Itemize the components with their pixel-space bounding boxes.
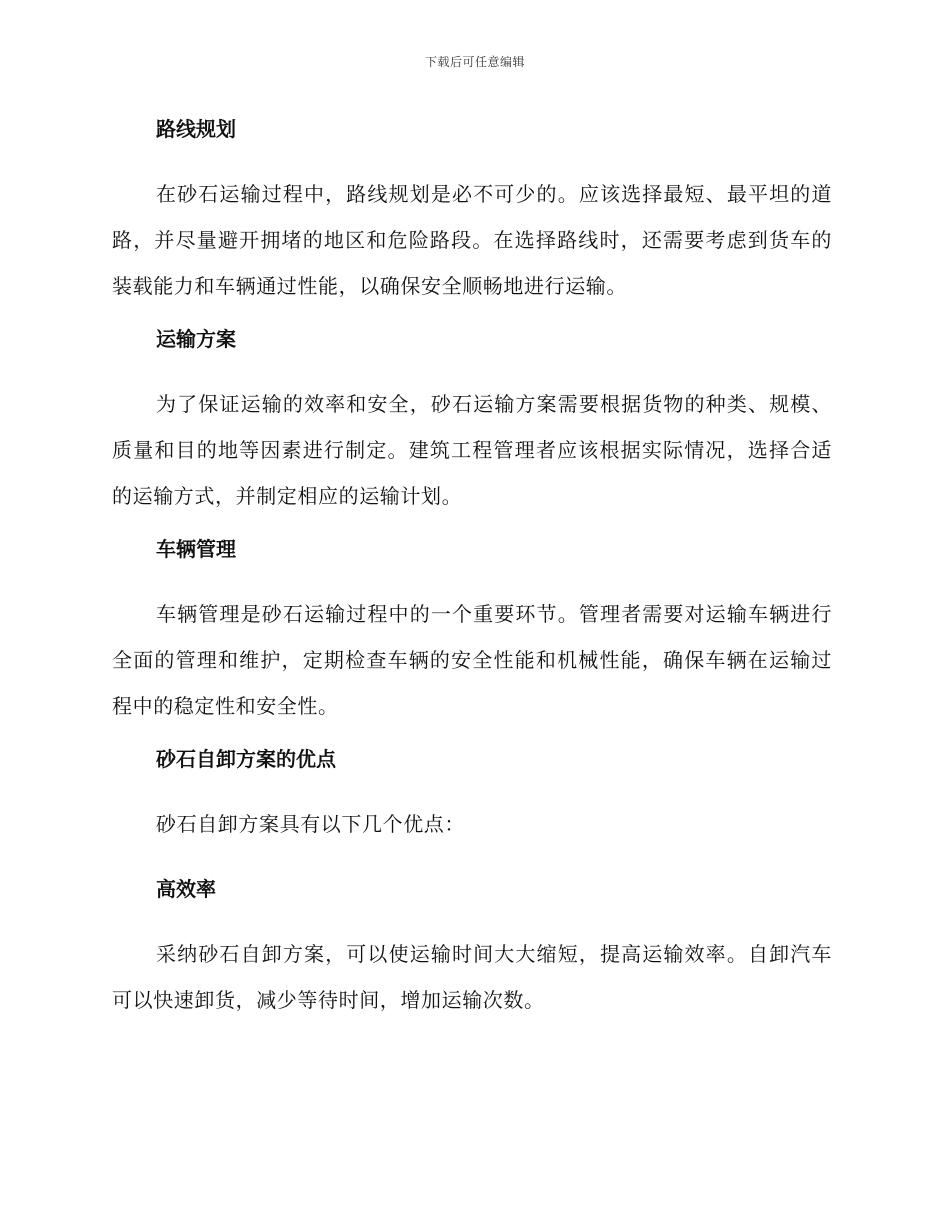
section-paragraph-self-unloading-advantages: 砂石自卸方案具有以下几个优点： (156, 812, 465, 836)
section-heading-vehicle-management: 车辆管理 (156, 537, 236, 561)
document-body (112, 113, 832, 1037)
section-paragraph-vehicle-management: 车辆管理是砂石运输过程中的一个重要环节。管理者需要对运输车辆进行全面的管理和维护，定期检查车辆的安全性能和机械性能，确保车辆在运输过程中的稳定性和安全性。 (112, 602, 832, 718)
page-header-note: 下载后可任意编辑 (424, 55, 525, 69)
section-heading-transport-plan: 运输方案 (156, 327, 236, 351)
section-heading-self-unloading-advantages: 砂石自卸方案的优点 (156, 747, 336, 771)
section-heading-high-efficiency: 高效率 (156, 877, 216, 901)
section-paragraph-transport-plan: 为了保证运输的效率和安全，砂石运输方案需要根据货物的种类、规模、质量和目的地等因素进行制定。建筑工程管理者应该根据实际情况，选择合适的运输方式，并制定相应的运输计划。 (112, 392, 832, 508)
section-heading-route-planning: 路线规划 (156, 117, 236, 141)
section-paragraph-route-planning: 在砂石运输过程中，路线规划是必不可少的。应该选择最短、最平坦的道路，并尽量避开拥堵的地区和危险路段。在选择路线时，还需要考虑到货车的装载能力和车辆通过性能，以确保安全顺畅地进行运输。 (112, 182, 832, 298)
section-paragraph-high-efficiency: 采纳砂石自卸方案，可以使运输时间大大缩短，提高运输效率。自卸汽车可以快速卸货，减少等待时间，增加运输次数。 (112, 942, 832, 1012)
